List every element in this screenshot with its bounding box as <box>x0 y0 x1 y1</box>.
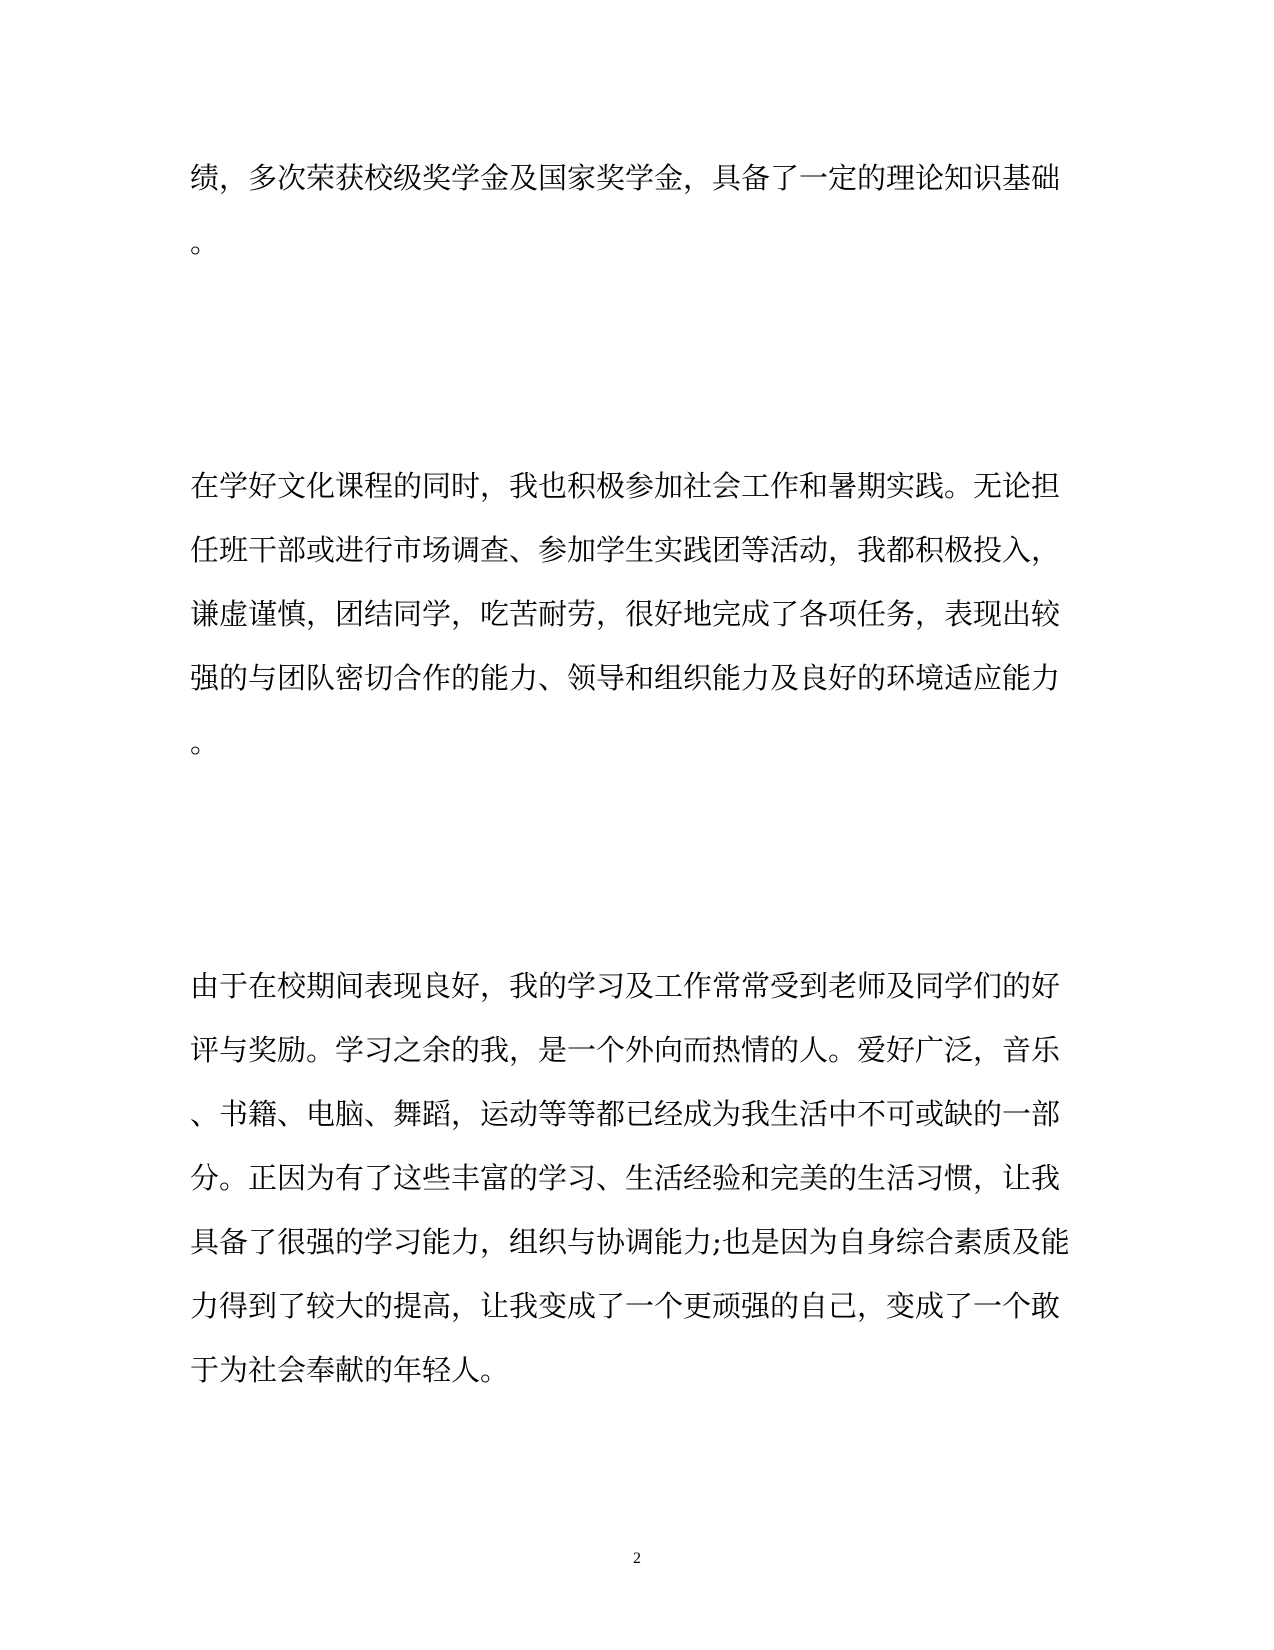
paragraph-1-line-1: 绩，多次荣获校级奖学金及国家奖学金，具备了一定的理论知识基础 <box>190 161 1061 195</box>
paragraph-3-line-6: 力得到了较大的提高，让我变成了一个更顽强的自己，变成了一个敢 <box>190 1289 1061 1323</box>
paragraph-3-line-1: 由于在校期间表现良好，我的学习及工作常常受到老师及同学们的好 <box>190 969 1061 1003</box>
paragraph-3-line-7: 于为社会奉献的年轻人。 <box>190 1353 510 1387</box>
paragraph-2-line-2: 任班干部或进行市场调查、参加学生实践团等活动，我都积极投入， <box>190 533 1061 567</box>
paragraph-2-line-4: 强的与团队密切合作的能力、领导和组织能力及良好的环境适应能力 <box>190 661 1061 695</box>
paragraph-3-line-4: 分。正因为有了这些丰富的学习、生活经验和完美的生活习惯，让我 <box>190 1161 1061 1195</box>
paragraph-3-line-3: 、书籍、电脑、舞蹈，运动等等都已经成为我生活中不可或缺的一部 <box>190 1097 1061 1131</box>
page-number: 2 <box>633 1550 641 1567</box>
paragraph-3-line-5: 具备了很强的学习能力，组织与协调能力;也是因为自身综合素质及能 <box>190 1225 1070 1259</box>
paragraph-2-line-5: 。 <box>190 725 220 759</box>
paragraph-2-line-1: 在学好文化课程的同时，我也积极参加社会工作和暑期实践。无论担 <box>190 469 1061 503</box>
paragraph-2-line-3: 谦虚谨慎，团结同学，吃苦耐劳，很好地完成了各项任务，表现出较 <box>190 597 1061 631</box>
paragraph-1-line-2: 。 <box>190 225 220 259</box>
paragraph-3-line-2: 评与奖励。学习之余的我，是一个外向而热情的人。爱好广泛，音乐 <box>190 1033 1061 1067</box>
